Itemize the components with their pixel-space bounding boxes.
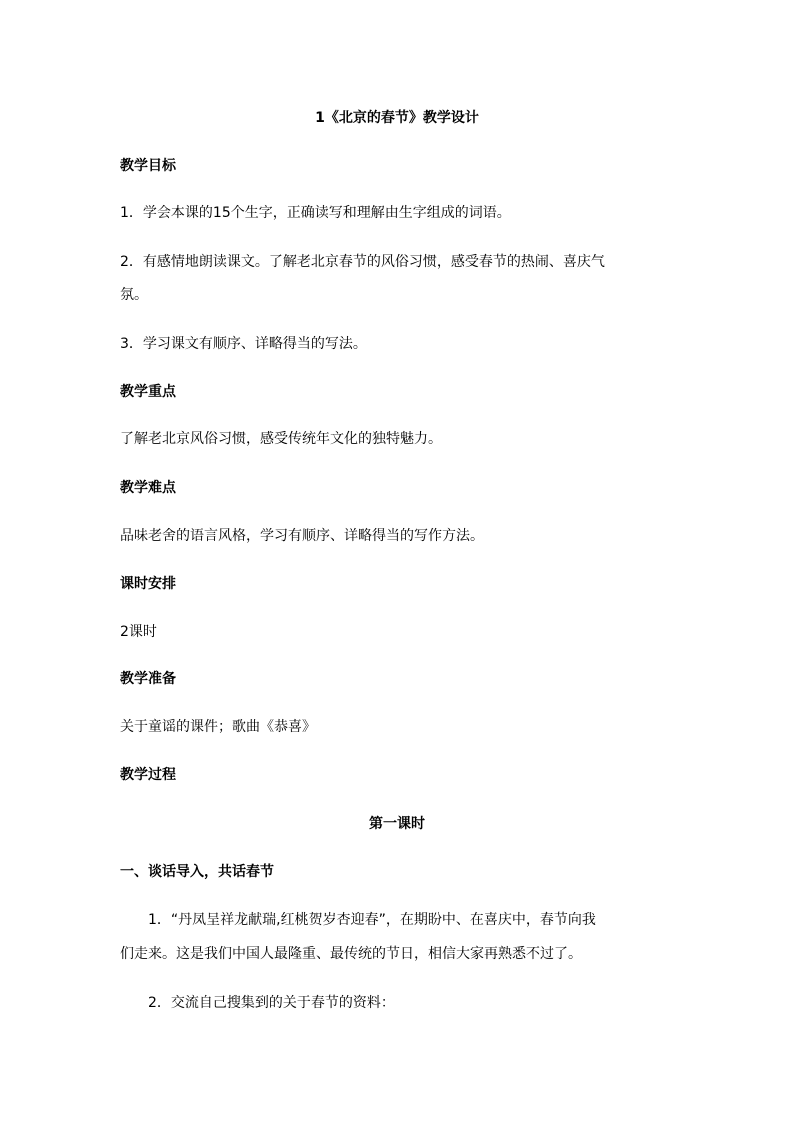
preparation-heading: 教学准备: [120, 671, 176, 687]
objective-1: 1．学会本课的15个生字，正确读写和理解由生字组成的词语。: [120, 205, 511, 221]
document-title: 1《北京的春节》教学设计: [315, 110, 479, 126]
step-1-line-1: 1．“丹凤呈祥龙献瑞,红桃贺岁杏迎春”，在期盼中、在喜庆中，春节向我: [148, 912, 596, 928]
objective-2-line-1: 2．有感情地朗读课文。了解老北京春节的风俗习惯，感受春节的热闹、喜庆气: [120, 254, 605, 270]
step-2: 2．交流自己搜集到的关于春节的资料：: [148, 995, 395, 1011]
objectives-heading: 教学目标: [120, 158, 176, 174]
section-one-heading: 一、谈话导入，共话春节: [120, 864, 274, 880]
difficulties-text: 品味老舍的语言风格，学习有顺序、详略得当的写作方法。: [120, 528, 484, 544]
process-heading: 教学过程: [120, 767, 176, 783]
objective-2-line-2: 氛。: [120, 287, 148, 303]
objective-3: 3．学习课文有顺序、详略得当的写法。: [120, 336, 367, 352]
difficulties-heading: 教学难点: [120, 480, 176, 496]
key-points-heading: 教学重点: [120, 384, 176, 400]
lesson-one-heading: 第一课时: [369, 816, 425, 832]
schedule-text: 2课时: [120, 624, 157, 640]
key-points-text: 了解老北京风俗习惯，感受传统年文化的独特魅力。: [120, 431, 442, 447]
preparation-text: 关于童谣的课件；歌曲《恭喜》: [120, 719, 316, 735]
step-1-line-2: 们走来。这是我们中国人最隆重、最传统的节日，相信大家再熟悉不过了。: [120, 946, 582, 962]
schedule-heading: 课时安排: [120, 576, 176, 592]
